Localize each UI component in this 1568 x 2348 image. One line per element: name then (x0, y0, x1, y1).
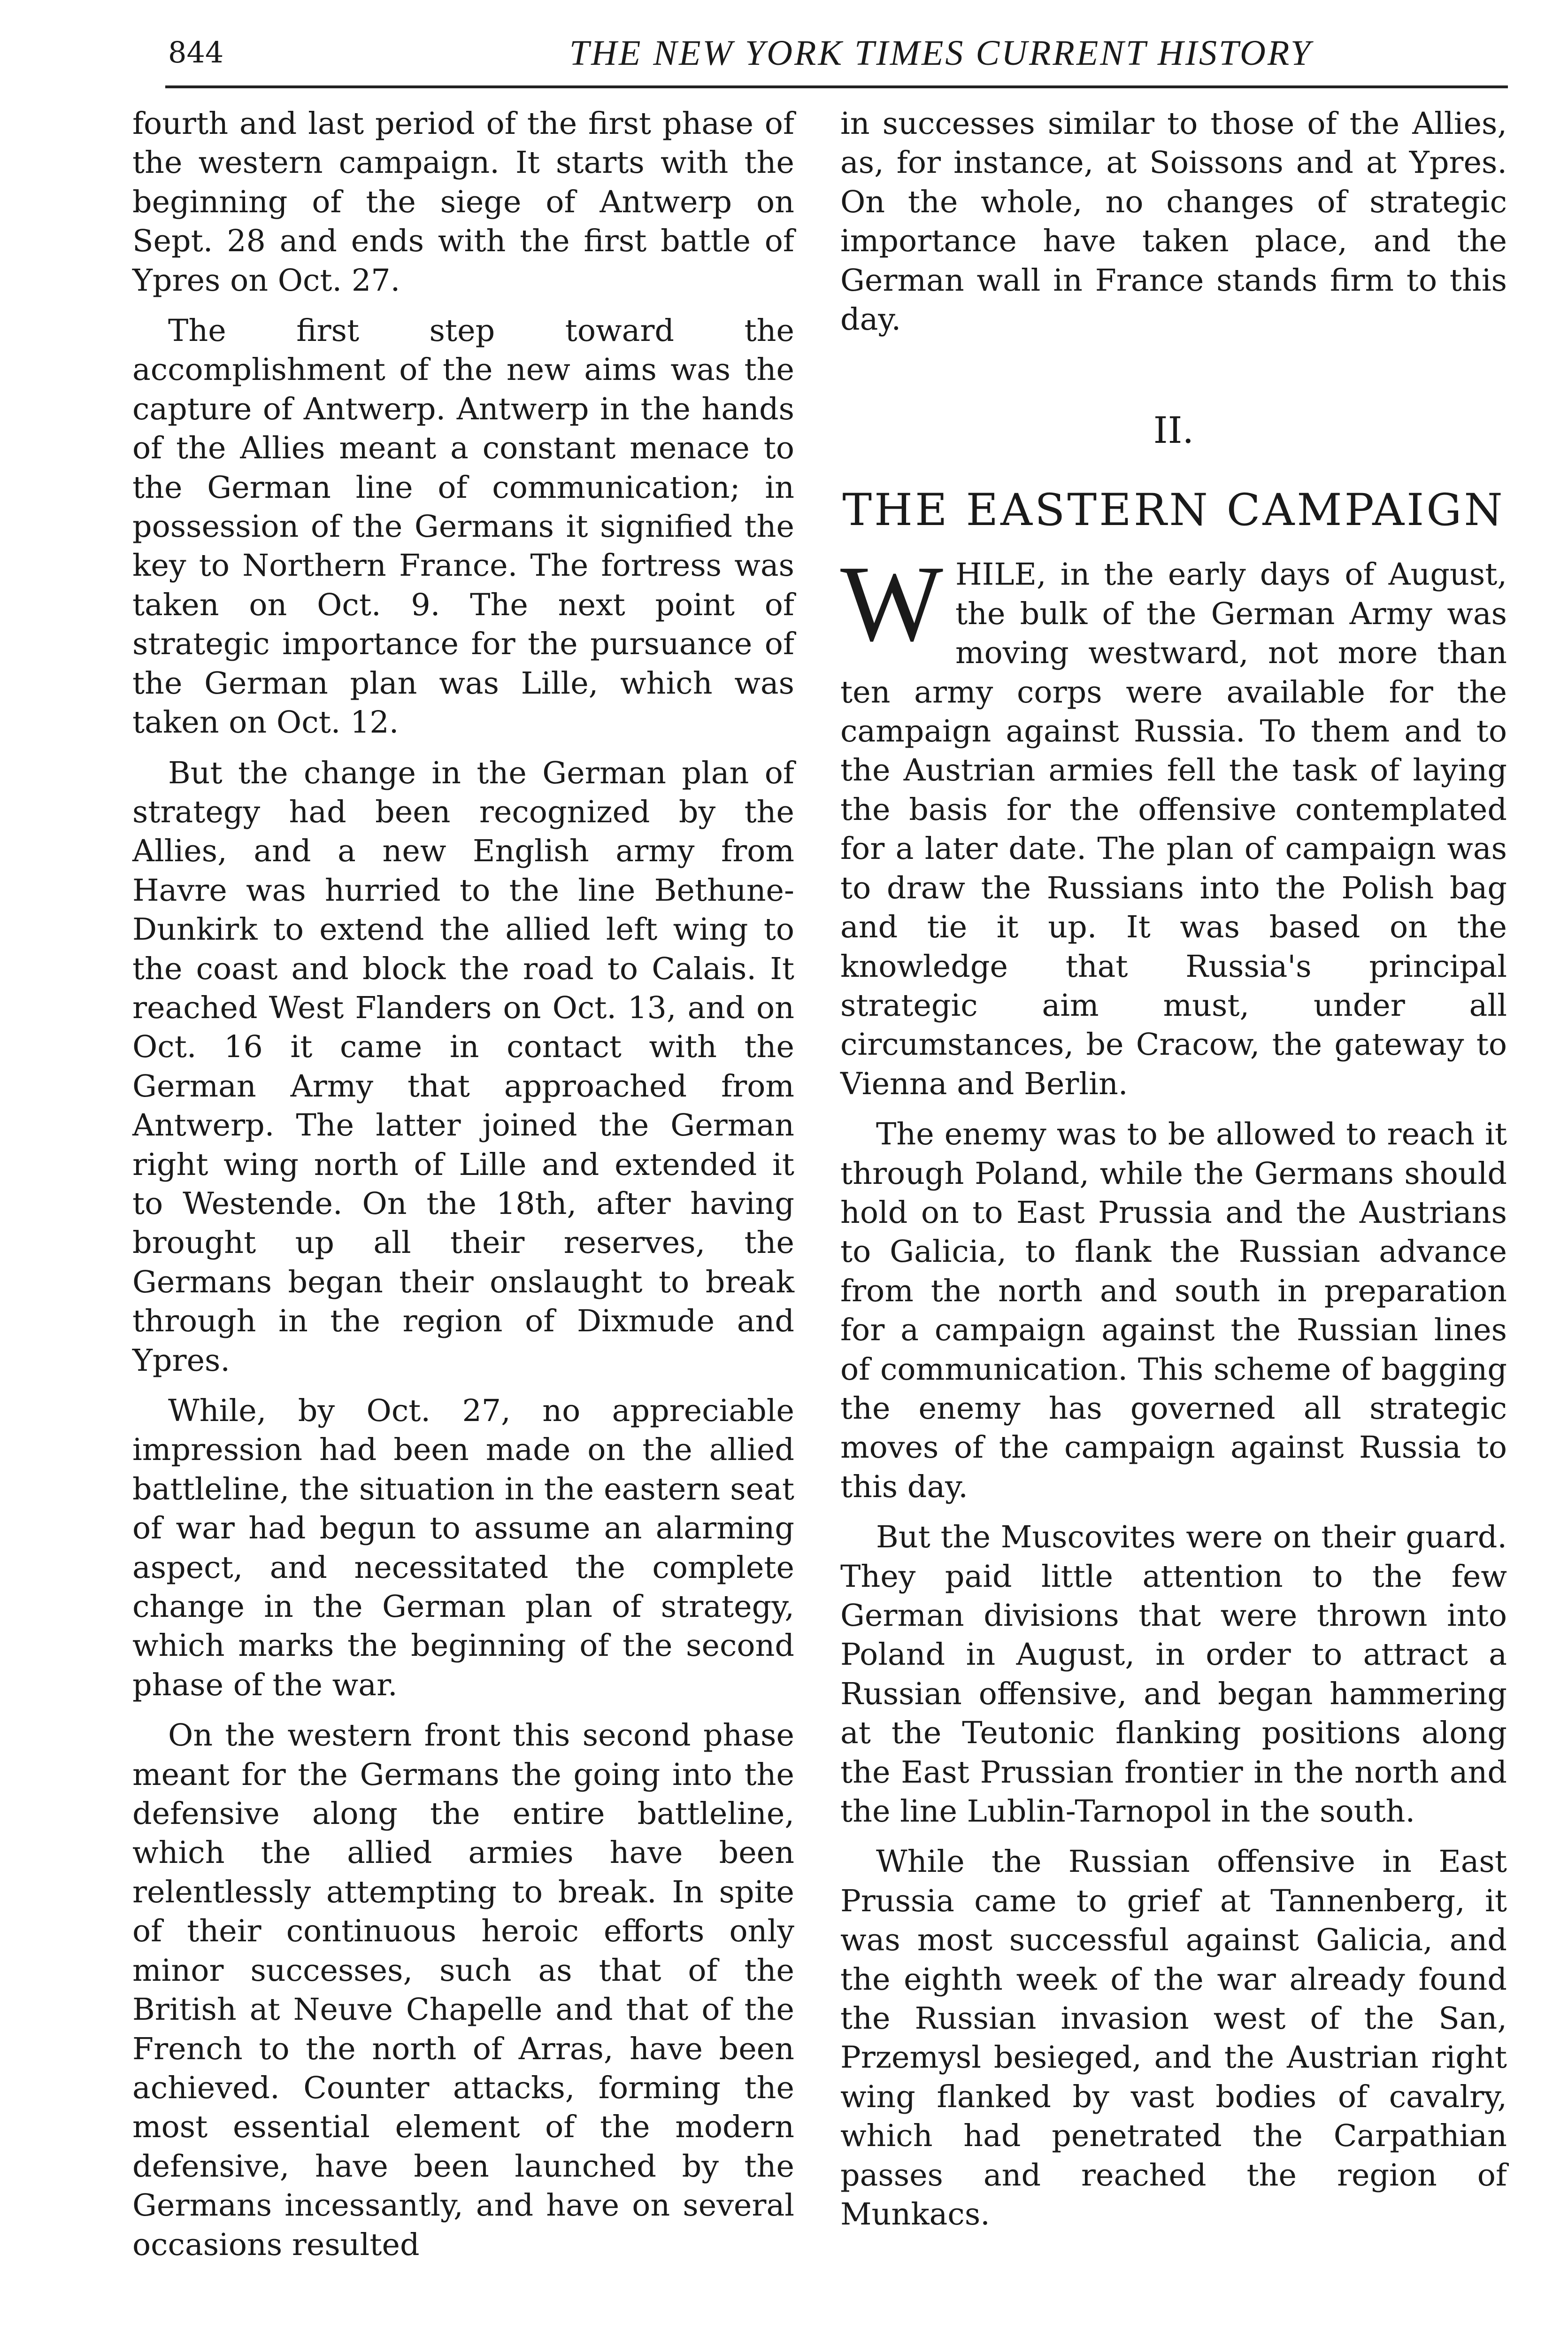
header-rule (165, 85, 1508, 88)
section-title: THE EASTERN CAMPAIGN (842, 485, 1505, 536)
paragraph: But the Muscovites were on their guard. They paid little attention to the few German divisions that were thrown into Poland in August, in order to attract a Russian offensive, and began hammering at the Teutonic flanking positions along the East Prussian frontier in the north and the line Lublin-Tarnopol in the south. (840, 1520, 1507, 1830)
opening-paragraph-text: HILE, in the early days of August, the bulk of the German Army was moving westward, not more than ten army corps were available for the campaign against Russia. To them and to the Austrian armies fell the task of laying the basis for the offensive contemplated for a later date. The plan of campaign was to draw the Russians into the Polish bag and tie it up. It was based on the knowledge that Russia's principal strategic aim must, under all circumstances, be Cracow, the gateway to Vienna and Berlin. (840, 557, 1507, 1102)
opening-paragraph (840, 543, 1507, 1104)
paragraph: But the change in the German plan of strategy had been recognized by the Allies, and a new English army from Havre was hurried to the line Bethune-Dunkirk to extend the allied left wing to the coast and block the road to Calais. It reached West Flanders on Oct. 13, and on Oct. 16 it came in contact with the German Army that approached from Antwerp. The latter joined the German right wing north of Lille and extended it to Westende. On the 18th, after having brought up all their reserves, the Germans began their onslaught to break through in the region of Dixmude and Ypres. (132, 755, 794, 1378)
paragraph: While the Russian offensive in East Prussia came to grief at Tannenberg, it was most successful against Galicia, and the eighth week of the war already found the Russian invasion west of the San, Przemysl besieged, and the Austrian right wing flanked by vast bodies of cavalry, which had penetrated the Carpathian passes and reached the region of Munkacs. (840, 1844, 1507, 2232)
page-header (168, 29, 1507, 85)
page-number: 844 (168, 35, 224, 70)
right-column (840, 104, 1507, 2246)
running-title: THE NEW YORK TIMES CURRENT HISTORY (569, 33, 1313, 73)
paragraph: The enemy was to be allowed to reach it through Poland, while the Germans should hold on to East Prussia and the Austrians to Galicia, to flank the Russian advance from the north and south in preparation for a campaign against the Russian lines of communication. This scheme of bagging the enemy has governed all strategic moves of the campaign against Russia to this day. (840, 1117, 1507, 1505)
paragraph: On the western front this second phase meant for the Germans the going into the defensive along the entire battleline, which the allied armies have been relentlessly attempting to break. In spite of their continuous heroic efforts only minor successes, such as that of the British at Neuve Chapelle and that of the French to the north of Arras, have been achieved. Counter attacks, forming the most essential element of the modern defensive, have been launched by the Germans incessantly, and have on several occasions resulted (132, 1718, 794, 2263)
paragraph: The first step toward the accomplishment of the new aims was the capture of Antwerp. Antwerp in the hands of the Allies meant a constant menace to the German line of communication; in possession of the Germans it signified the key to Northern France. The fortress was taken on Oct. 9. The next point of strategic importance for the pursuance of the German plan was Lille, which was taken on Oct. 12. (132, 313, 794, 741)
continuation-paragraph: in successes similar to those of the Allies, as, for instance, at Soissons and at Ypres. On the whole, no changes of strategic importance have taken place, and the German wall in France stands firm to this day. (840, 106, 1507, 338)
paragraph: fourth and last period of the first phase of the western campaign. It starts with the beginning of the siege of Antwerp on Sept. 28 and ends with the first battle of Ypres on Oct. 27. (132, 106, 794, 298)
paragraph: While, by Oct. 27, no appreciable impression had been made on the allied battleline, the situation in the eastern seat of war had begun to assume an alarming aspect, and necessitated the complete change in the German plan of strategy, which marks the beginning of the second phase of the war. (132, 1393, 794, 1703)
drop-cap: W (840, 543, 943, 664)
left-column (132, 104, 794, 2276)
section-number: II. (1153, 409, 1194, 452)
